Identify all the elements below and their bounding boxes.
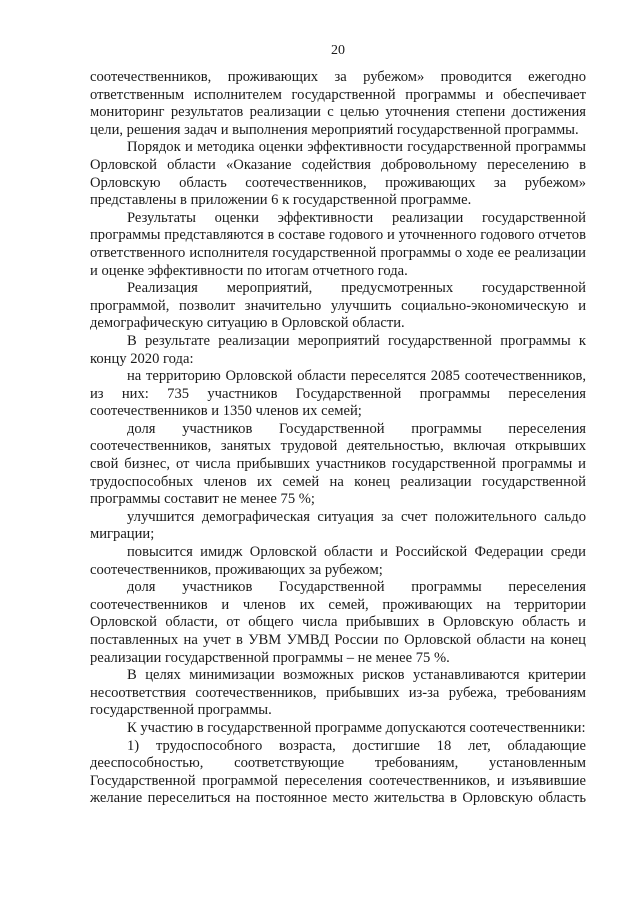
paragraph-employment-share: доля участников Государственной программы переселения соотечественников, занятых трудовой деятельностью, включая открывших свой бизнес, от числа прибывших участников государственной программы и трудоспособных членов их семей на конец реализации государственной программы составит не менее 75 %; [90, 420, 586, 508]
paragraph-monitoring: соотечественников, проживающих за рубежом» проводится ежегодно ответственным исполнителем государственной программы и обеспечивает мониторинг результатов реализации с целью уточнения степени достижения цели, решения задач и выполнения мероприятий государственной программы. [90, 69, 586, 138]
paragraph-demography: улучшится демографическая ситуация за счет положительного сальдо миграции; [90, 508, 586, 543]
paragraph-image: повысится имидж Орловской области и Российской Федерации среди соотечественников, проживающих за рубежом; [90, 544, 586, 578]
page-number: 20 [331, 43, 345, 58]
paragraph-admission: К участию в государственной программе допускаются соотечественники: [127, 719, 586, 736]
paragraph-resettlement-count: на территорию Орловской области переселятся 2085 соотечественников, из них: 735 участников Государственной программы переселения соотечественников и 1350 членов их семей; [90, 368, 586, 420]
paragraph-implementation: Реализация мероприятий, предусмотренных государственной программой, позволит значительно улучшить социально-экономическую и демографическую ситуацию в Орловской области. [90, 280, 586, 332]
paragraph-methodology: Порядок и методика оценки эффективности государственной программы Орловской области «Оказание содействия добровольному переселению в Орловскую область соотечественников, проживающих за рубежом» представлены в приложении 6 к государственной программе. [90, 139, 586, 209]
paragraph-residents-share: доля участников Государственной программы переселения соотечественников и членов их семей, проживающих на территории Орловской области, от общего числа прибывших в Орловскую область и поставленных на учет в УВМ УМВД России по Орловской области на конец реализации государственной программы – не менее 75 %. [90, 579, 586, 666]
paragraph-evaluation-results: Результаты оценки эффективности реализации государственной программы представляются в составе годового и уточненного годового отчетов ответственного исполнителя государственной программы о ходе ее реализации и оценке эффективности по итогам отчетного года. [90, 209, 586, 279]
paragraph-results-intro: В результате реализации мероприятий государственной программы к концу 2020 года: [90, 332, 586, 367]
paragraph-criterion-1: 1) трудоспособного возраста, достигшие 18 лет, обладающие дееспособностью, соответствующие требованиям, установленным Государственной программой переселения соотечественников, и изъявившие желание переселиться на постоянное место жительства в Орловскую область [90, 737, 586, 807]
paragraph-risk-criteria: В целях минимизации возможных рисков устанавливаются критерии несоответствия соотечественников, прибывших из-за рубежа, требованиям государственной программы. [90, 667, 586, 719]
